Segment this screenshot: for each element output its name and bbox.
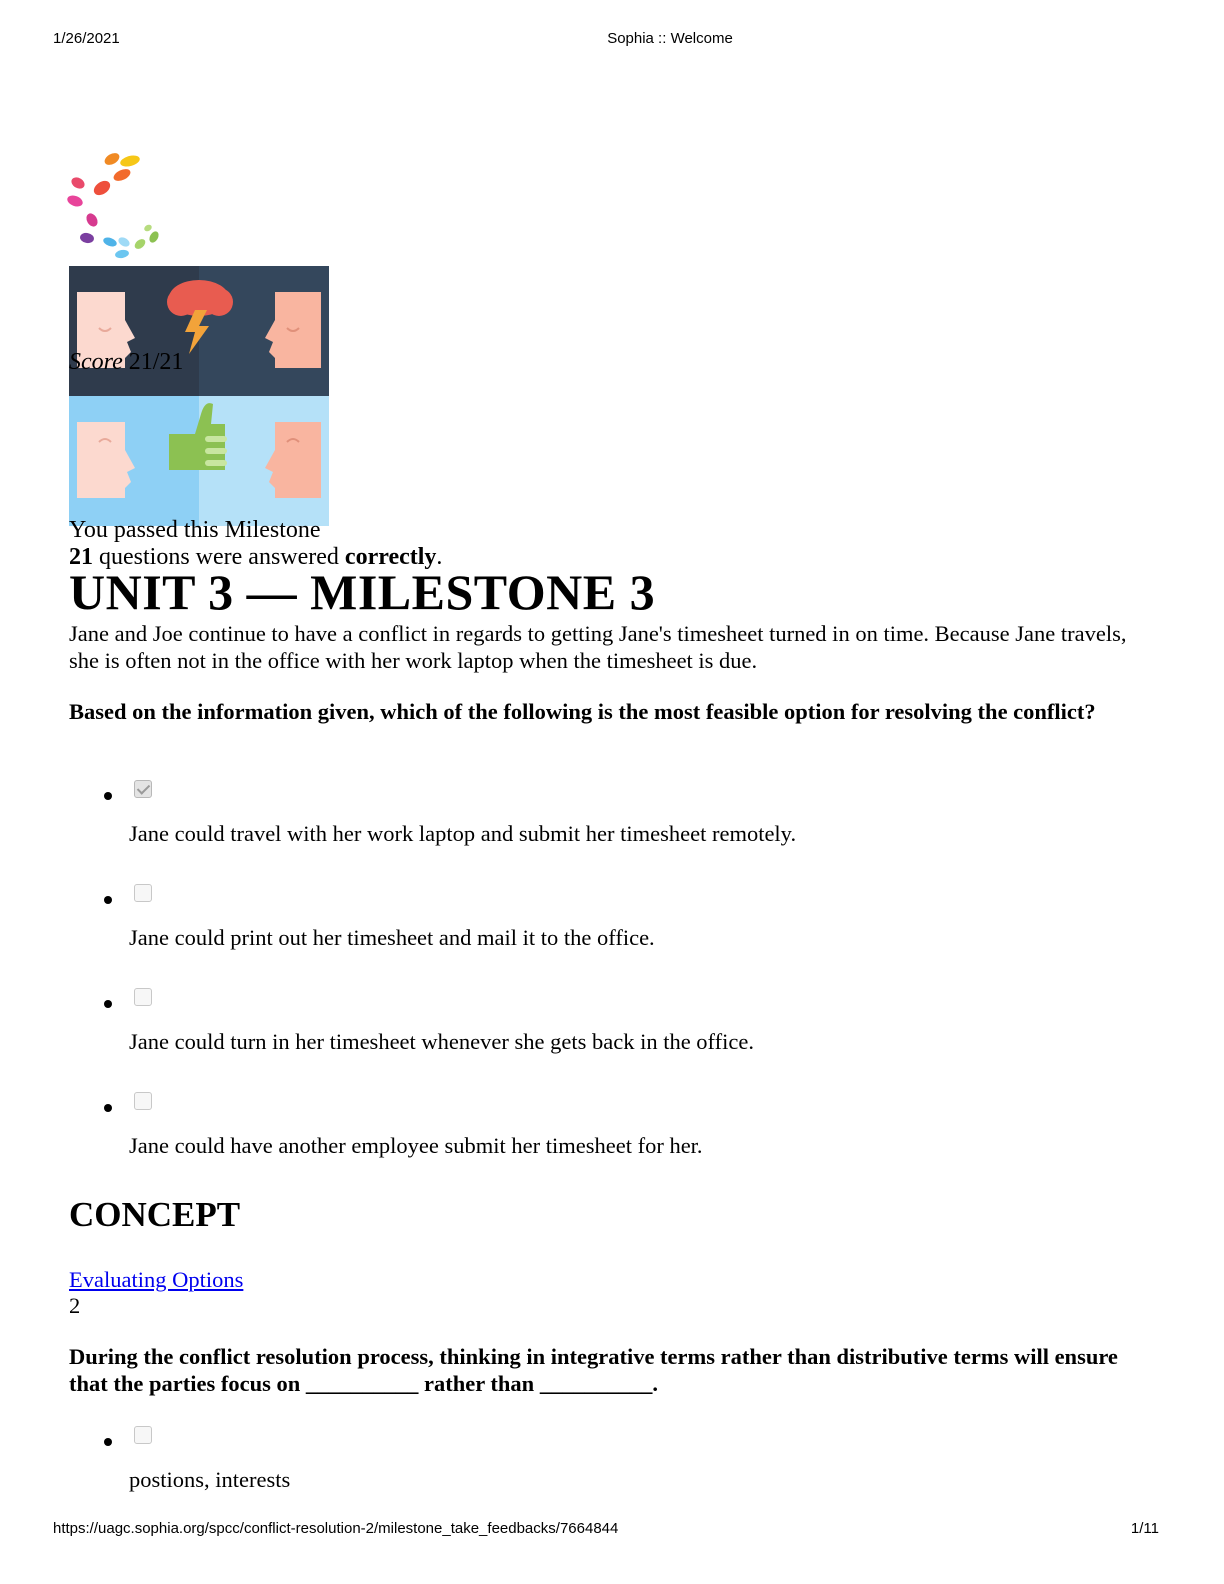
score <box>69 349 183 376</box>
bullet <box>104 1000 112 1008</box>
score-value: 21/21 <box>128 349 184 375</box>
answered-count: 21 <box>69 544 93 570</box>
answer-option-text: Jane could turn in her timesheet whenever she gets back in the office. <box>129 1029 754 1054</box>
bullet <box>104 1104 112 1112</box>
answer-option <box>69 988 1149 1078</box>
concept-link[interactable]: Evaluating Options <box>69 1267 244 1292</box>
answer-checkbox[interactable] <box>134 1426 152 1444</box>
answer-checkbox[interactable] <box>134 988 152 1006</box>
score-label: Score <box>69 349 123 375</box>
question-2-prompt: During the conflict resolution process, thinking in integrative terms rather than distributive terms will ensure that the parties focus on __________ rather than __________. <box>69 1344 1118 1396</box>
print-url: https://uagc.sophia.org/spcc/conflict-resolution-2/milestone_take_feedbacks/7664844 <box>53 1520 619 1537</box>
question-number: 2 <box>69 1293 81 1318</box>
question-scenario: Jane and Joe continue to have a conflict in regards to getting Jane's timesheet turned in on time. Because Jane travels, she is often not in the office with her work laptop when the timesheet is due. <box>69 621 1127 673</box>
concept-heading: CONCEPT <box>69 1195 241 1234</box>
bullet <box>104 1438 112 1446</box>
print-page-number: 1/11 <box>1130 1520 1159 1537</box>
answer-option-text: Jane could travel with her work laptop and submit her timesheet remotely. <box>129 821 797 846</box>
bullet <box>104 792 112 800</box>
print-title: Sophia :: Welcome <box>607 30 733 47</box>
passed-message: You passed this Milestone <box>69 517 321 543</box>
print-date: 1/26/2021 <box>53 30 120 47</box>
answered-correctly: correctly <box>344 544 437 570</box>
sophia-logo <box>66 150 170 265</box>
answer-option <box>69 1426 1149 1516</box>
question-1-prompt: Based on the information given, which of the following is the most feasible option for resolving the conflict? <box>69 699 1096 724</box>
conflict-resolution-illustration <box>69 266 329 526</box>
bullet <box>104 896 112 904</box>
answer-option-text: Jane could have another employee submit her timesheet for her. <box>129 1133 703 1158</box>
answer-checkbox-checked[interactable] <box>134 780 152 798</box>
answer-option <box>69 780 1149 870</box>
answer-option <box>69 884 1149 974</box>
answered-middle: questions were answered <box>93 544 345 570</box>
answered-end: . <box>436 544 443 570</box>
answer-checkbox[interactable] <box>134 884 152 902</box>
answer-option-text: postions, interests <box>129 1467 291 1492</box>
answer-option-text: Jane could print out her timesheet and mail it to the office. <box>129 925 655 950</box>
milestone-title: UNIT 3 — MILESTONE 3 <box>69 564 656 620</box>
answer-option <box>69 1092 1149 1182</box>
answer-checkbox[interactable] <box>134 1092 152 1110</box>
